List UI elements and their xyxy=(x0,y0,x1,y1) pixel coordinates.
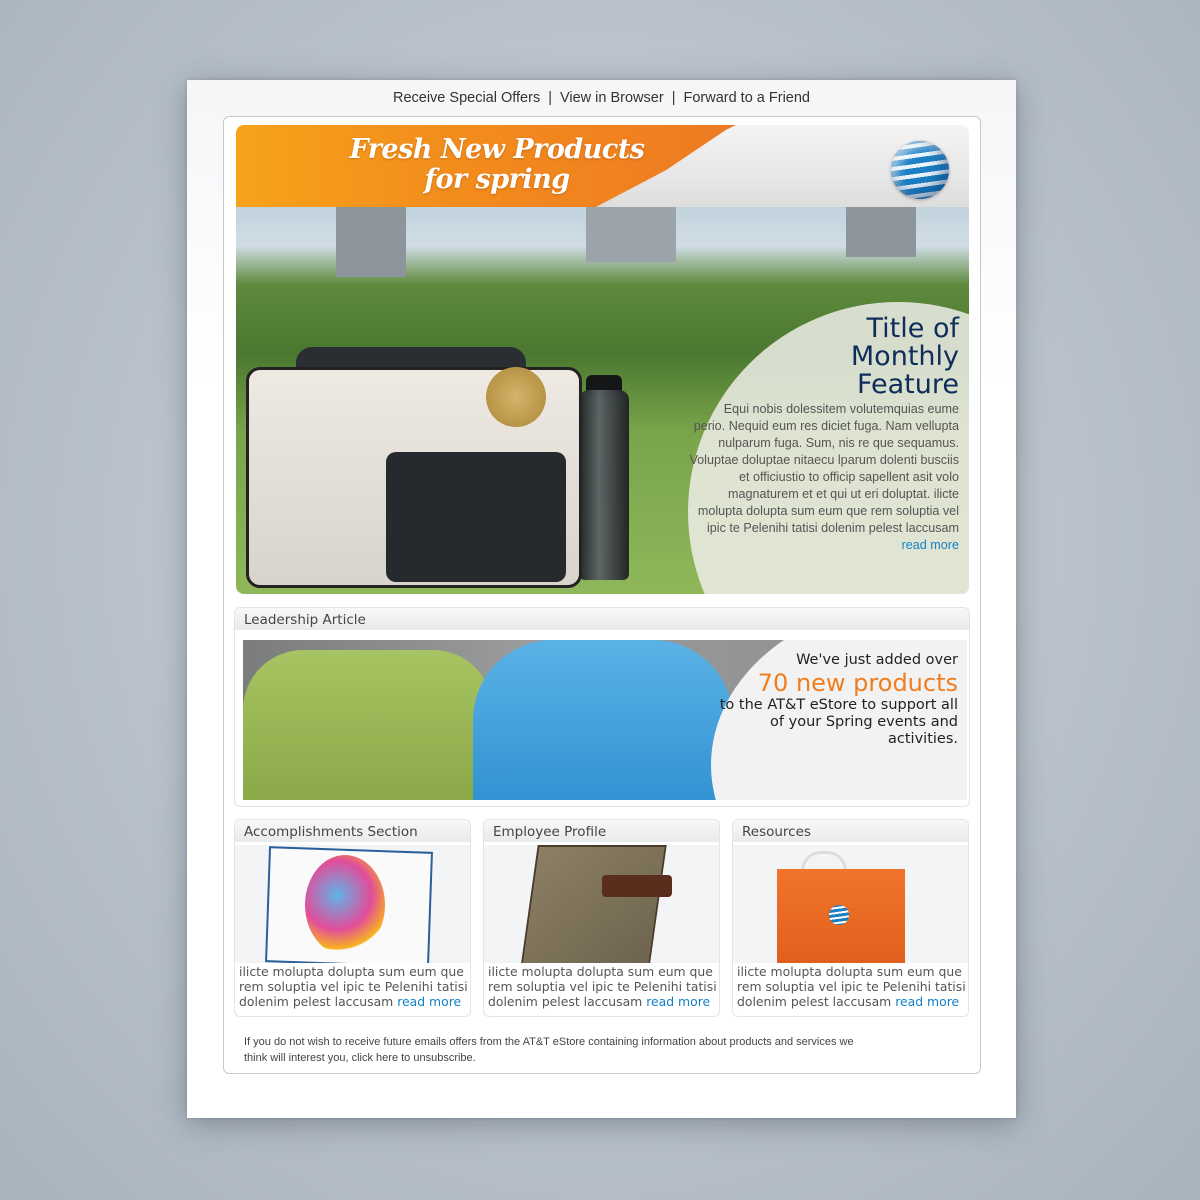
feature-body xyxy=(689,401,959,554)
card-body: ilicte molupta dolupta sum eum que rem soluptia vel ipic te Pelenihi tatisi dolenim pelest laccusam xyxy=(737,964,966,1009)
leadership-article-panel xyxy=(234,607,970,807)
banner-line-1: Fresh New Products xyxy=(349,134,645,165)
accomplishments-card xyxy=(234,819,471,1017)
leadership-highlight: 70 new products xyxy=(757,669,958,697)
top-links-bar xyxy=(187,90,1016,106)
feature-read-more-link[interactable]: read more xyxy=(901,538,959,552)
hero-feature-image[interactable] xyxy=(236,207,969,594)
link-separator: | xyxy=(671,90,676,106)
blue-jacket-image xyxy=(473,640,733,800)
building-shape xyxy=(336,207,406,277)
grapes-image xyxy=(486,367,546,427)
forward-to-friend-link[interactable]: Forward to a Friend xyxy=(683,90,810,106)
card-text xyxy=(239,964,469,1009)
receive-special-offers-link[interactable]: Receive Special Offers xyxy=(392,90,541,106)
unsubscribe-notice[interactable]: If you do not wish to receive future emails offers from the AT&T eStore containing information about products and services we think will interest you, click here to unsubscribe. xyxy=(244,1036,854,1064)
orange-tote-bag-image[interactable] xyxy=(733,845,968,963)
card-read-more-link[interactable]: read more xyxy=(397,994,462,1009)
colorful-globe-graphic xyxy=(305,855,385,955)
banner-line-2: for spring xyxy=(424,164,570,195)
resources-card xyxy=(732,819,969,1017)
email-page xyxy=(187,80,1016,1118)
view-in-browser-link[interactable]: View in Browser xyxy=(559,90,664,106)
feature-title-line: Feature xyxy=(856,369,959,400)
card-heading: Resources xyxy=(733,820,968,842)
att-globe-icon[interactable] xyxy=(891,141,949,199)
employee-profile-card xyxy=(483,819,720,1017)
card-read-more-link[interactable]: read more xyxy=(646,994,711,1009)
card-text xyxy=(737,964,967,1009)
building-shape xyxy=(846,207,916,257)
card-text xyxy=(488,964,718,1009)
leadership-line-2: to the AT&T eStore to support all of your Spring events and activities. xyxy=(719,697,958,747)
building-shape xyxy=(586,207,676,262)
leadership-text-block xyxy=(708,652,958,748)
water-bottle-image xyxy=(579,390,629,580)
microfiber-cloth-image[interactable] xyxy=(235,845,470,963)
card-body: ilicte molupta dolupta sum eum que rem soluptia vel ipic te Pelenihi tatisi dolenim pelest laccusam xyxy=(488,964,717,1009)
leadership-heading: Leadership Article xyxy=(235,608,969,630)
card-heading: Accomplishments Section xyxy=(235,820,470,842)
feature-title-line: Title of xyxy=(866,313,959,344)
green-jacket-image xyxy=(243,650,493,800)
att-logo-icon xyxy=(829,905,849,925)
bag-pocket xyxy=(386,452,566,582)
feature-text-block xyxy=(689,315,959,554)
portfolio-shape xyxy=(520,845,666,963)
email-content-frame xyxy=(223,116,981,1074)
card-heading: Employee Profile xyxy=(484,820,719,842)
portfolio-strap xyxy=(602,875,672,897)
feature-title xyxy=(689,315,959,399)
feature-title-line: Monthly xyxy=(850,341,959,372)
leather-portfolio-image[interactable] xyxy=(484,845,719,963)
card-body: ilicte molupta dolupta sum eum que rem soluptia vel ipic te Pelenihi tatisi dolenim pelest laccusam xyxy=(239,964,468,1009)
card-read-more-link[interactable]: read more xyxy=(895,994,960,1009)
feature-body-text: Equi nobis dolessitem volutemquias eume perio. Nequid eum res diciet fuga. Nam vellupta nulparum fuga. Sum, nis re que sequamus. Voluptae doluptae nitaecu lparum dolenti busciis et officiustio to officip sapellent asit volo magnaturem et et qui ut eri doluptat. ilicte molupta dolupta sum eum que rem soluptia vel ipic te Pelenihi tatisi dolenim pelest laccusam xyxy=(689,402,959,535)
link-separator: | xyxy=(548,90,552,106)
leadership-line-1: We've just added over xyxy=(796,652,958,668)
leadership-jackets-image[interactable] xyxy=(243,640,967,800)
header-banner xyxy=(236,125,969,207)
banner-headline xyxy=(332,135,662,195)
